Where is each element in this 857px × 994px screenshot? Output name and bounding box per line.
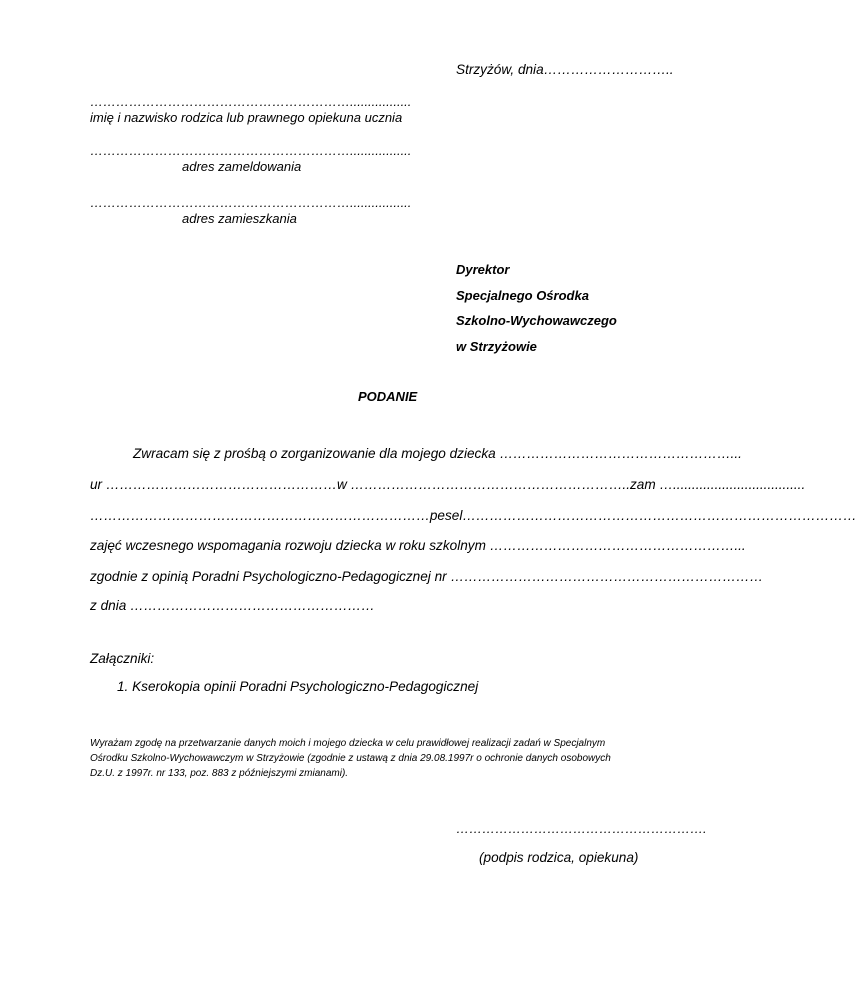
body-line-3: …………………………………………………………………pesel……………………………………………………………………………	[90, 508, 857, 523]
consent-line-3: Dz.U. z 1997r. nr 133, poz. 883 z późniejszymi zmianami).	[90, 768, 349, 779]
body-line-5: zgodnie z opinią Poradni Psychologiczno-Pedagogicznej nr ……………………………………………………………	[90, 569, 764, 584]
place-date-line: Strzyżów, dnia………………………..	[456, 62, 674, 77]
consent-line-1: Wyrażam zgodę na przetwarzanie danych moich i mojego dziecka w celu prawidłowej realizacji zadań w Specjalnym	[90, 738, 606, 749]
document-title: PODANIE	[358, 389, 418, 404]
signature-label: (podpis rodzica, opiekuna)	[479, 850, 639, 865]
recipient-line-2: Specjalnego Ośrodka	[456, 288, 589, 303]
parent-name-dots: …………………………………………………….................	[90, 94, 412, 109]
recipient-line-1: Dyrektor	[456, 262, 510, 277]
parent-name-label: imię i nazwisko rodzica lub prawnego opiekuna ucznia	[90, 110, 403, 125]
residence-address-dots: …………………………………………………….................	[90, 195, 412, 210]
body-line-4: zajęć wczesnego wspomagania rozwoju dziecka w roku szkolnym ………………………………………………...	[90, 538, 746, 553]
recipient-line-4: w Strzyżowie	[456, 339, 537, 354]
body-line-2: ur ……………………………………………w ……………………………………………………..zam …...................................	[90, 477, 806, 492]
registered-address-dots: …………………………………………………….................	[90, 143, 412, 158]
signature-dots: ………………………………………………….	[456, 821, 707, 836]
attachment-item-1: 1. Kserokopia opinii Poradni Psychologiczno-Pedagogicznej	[117, 679, 479, 694]
consent-line-2: Ośrodku Szkolno-Wychowawczym w Strzyżowie (zgodnie z ustawą z dnia 29.08.1997r o ochronie danych osobowych	[90, 753, 611, 764]
residence-address-label: adres zamieszkania	[182, 211, 297, 226]
body-line-6: z dnia ………………………………………………	[90, 598, 375, 613]
body-line-1: Zwracam się z prośbą o zorganizowanie dla mojego dziecka ……………………………………………...	[133, 446, 742, 461]
registered-address-label: adres zameldowania	[182, 159, 302, 174]
attachments-label: Załączniki:	[90, 651, 155, 666]
recipient-line-3: Szkolno-Wychowawczego	[456, 313, 617, 328]
